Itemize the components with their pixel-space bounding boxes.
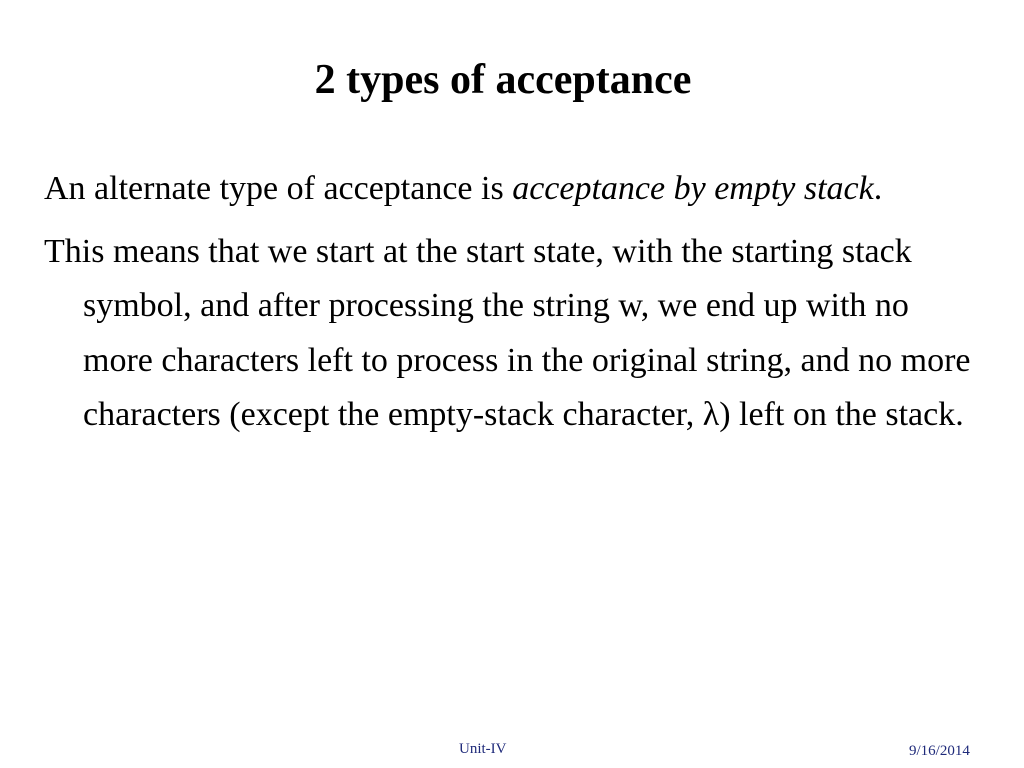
footer-unit-label: Unit-IV: [459, 741, 507, 757]
slide-title: 2 types of acceptance: [314, 57, 692, 103]
paragraph-empty-stack-explanation: This means that we start at the start state, with the starting stack symbol, and after processing the string w, we end up with no more characters left to process in the original string, and no more characters (except the empty-stack character, λ) left on the stack.: [44, 232, 971, 433]
paragraph-1-text: An alternate type of acceptance is: [44, 170, 513, 207]
paragraph-acceptance-type: [44, 162, 984, 217]
paragraph-1-end: .: [873, 170, 883, 207]
slide-body: [44, 162, 984, 451]
paragraph-1-emphasis: acceptance by empty stack: [512, 170, 874, 207]
footer-date: 9/16/2014: [909, 743, 970, 759]
